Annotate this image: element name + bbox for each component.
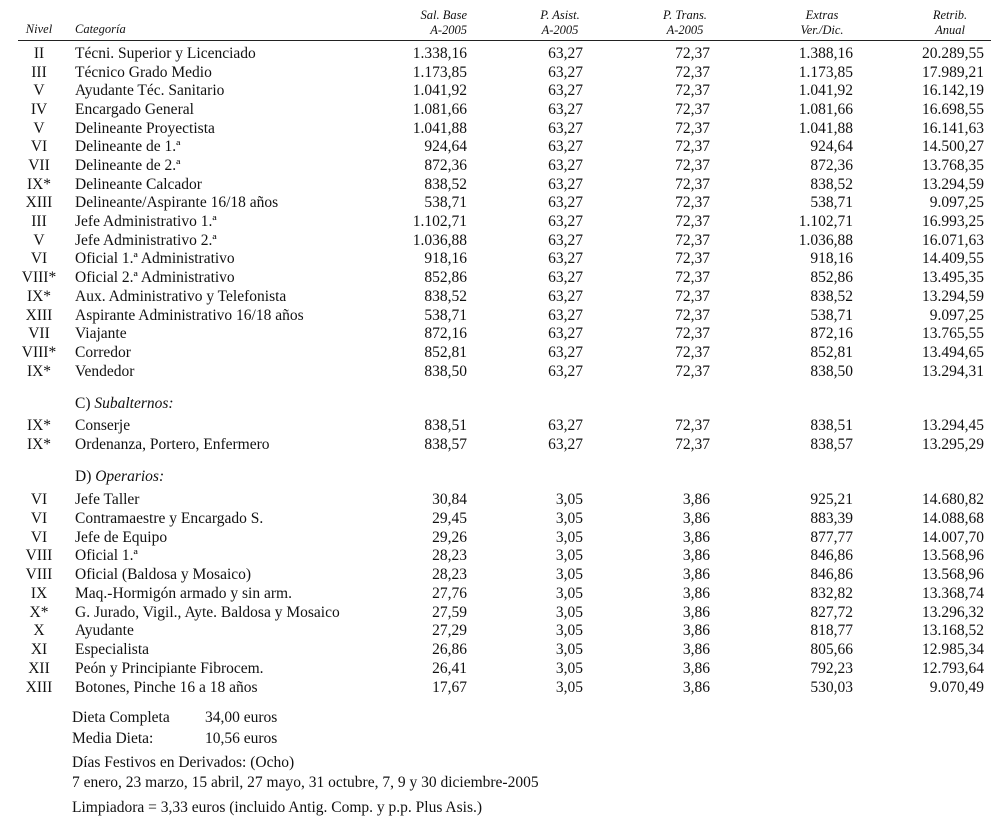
- header-p-trans: P. Trans. A-2005: [663, 8, 707, 37]
- table-row: [0, 157, 1003, 175]
- header-sal-base: Sal. Base A-2005: [420, 8, 467, 37]
- cell-extras: 832,82: [810, 584, 853, 602]
- header-extras: Extras Ver./Dic.: [800, 8, 844, 37]
- cell-categoria: Ayudante: [75, 622, 134, 640]
- cell-categoria: Oficial 2.ª Administrativo: [75, 269, 235, 287]
- table-row: [0, 325, 1003, 343]
- table-row: [0, 307, 1003, 325]
- cell-sal-base: 1.338,16: [412, 45, 467, 62]
- cell-sal-base: 27,59: [432, 603, 467, 621]
- cell-sal-base: 1.081,66: [412, 101, 467, 119]
- cell-p-trans: 72,37: [675, 175, 710, 193]
- cell-sal-base: 27,29: [432, 622, 467, 640]
- cell-nivel: VI: [30, 250, 48, 268]
- cell-nivel: IX*: [26, 417, 52, 434]
- cell-retrib-anual: 9.097,25: [929, 306, 984, 324]
- cell-p-trans: 72,37: [675, 101, 710, 119]
- cell-categoria: Oficial 1.ª Administrativo: [75, 250, 235, 268]
- dieta-completa-label: Dieta Completa: [72, 709, 170, 726]
- table-row: [0, 363, 1003, 381]
- cell-retrib-anual: 13.294,31: [922, 362, 984, 380]
- cell-p-trans: 72,37: [675, 119, 710, 137]
- cell-retrib-anual: 16.698,55: [922, 101, 984, 119]
- header-categoria: Categoría: [75, 22, 126, 36]
- cell-p-trans: 72,37: [675, 250, 710, 268]
- cell-categoria: Aspirante Administrativo 16/18 años: [75, 306, 304, 324]
- cell-sal-base: 29,26: [432, 528, 467, 546]
- cell-p-trans: 3,86: [682, 678, 710, 696]
- cell-sal-base: 1.173,85: [412, 63, 467, 81]
- cell-retrib-anual: 16.993,25: [922, 213, 984, 231]
- cell-extras: 1.041,88: [798, 119, 853, 137]
- cell-p-trans: 3,86: [682, 528, 710, 546]
- table-row: [0, 491, 1003, 509]
- cell-p-asist: 63,27: [548, 325, 583, 343]
- cell-nivel: VII: [28, 325, 50, 343]
- cell-p-asist: 3,05: [555, 603, 583, 621]
- table-row: [0, 288, 1003, 306]
- cell-categoria: Delineante de 1.ª: [75, 138, 181, 156]
- cell-categoria: Encargado General: [75, 101, 194, 119]
- cell-p-trans: 72,37: [675, 63, 710, 81]
- festivos-dates: 7 enero, 23 marzo, 15 abril, 27 mayo, 31 octubre, 7, 9 y 30 diciembre-2005: [72, 774, 539, 791]
- cell-p-asist: 3,05: [555, 622, 583, 640]
- cell-p-asist: 63,27: [548, 194, 583, 212]
- cell-p-asist: 3,05: [555, 491, 583, 508]
- media-dieta-label: Media Dieta:: [72, 730, 154, 747]
- cell-nivel: V: [33, 82, 45, 100]
- cell-p-trans: 72,37: [675, 343, 710, 361]
- cell-sal-base: 1.036,88: [412, 231, 467, 249]
- cell-p-asist: 3,05: [555, 547, 583, 565]
- cell-p-trans: 72,37: [675, 287, 710, 305]
- cell-sal-base: 17,67: [432, 678, 467, 696]
- cell-p-asist: 63,27: [548, 138, 583, 156]
- header-p-asist: P. Asist. A-2005: [540, 8, 580, 37]
- cell-retrib-anual: 9.070,49: [929, 678, 984, 696]
- cell-nivel: IX*: [26, 362, 52, 380]
- cell-retrib-anual: 9.097,25: [929, 194, 984, 212]
- cell-extras: 924,64: [810, 138, 853, 156]
- cell-extras: 805,66: [810, 641, 853, 658]
- cell-p-asist: 3,05: [555, 509, 583, 527]
- cell-nivel: VIII: [25, 566, 53, 583]
- cell-p-trans: 3,86: [682, 547, 710, 565]
- cell-retrib-anual: 14.409,55: [922, 250, 984, 268]
- cell-retrib-anual: 16.142,19: [922, 82, 984, 100]
- cell-categoria: Maq.-Hormigón armado y sin arm.: [75, 584, 292, 602]
- cell-p-asist: 63,27: [548, 231, 583, 249]
- table-row: [0, 250, 1003, 268]
- table-row: [0, 641, 1003, 659]
- table-row: [0, 82, 1003, 100]
- table-header: [0, 6, 1003, 38]
- cell-retrib-anual: 12.985,34: [922, 641, 984, 658]
- cell-categoria: Delineante Calcador: [75, 175, 202, 193]
- cell-retrib-anual: 17.989,21: [922, 63, 984, 81]
- cell-extras: 925,21: [810, 491, 853, 508]
- cell-p-trans: 72,37: [675, 231, 710, 249]
- limpiadora-note: Limpiadora = 3,33 euros (incluido Antig. Comp. y p.p. Plus Asis.): [72, 799, 483, 816]
- cell-nivel: V: [33, 231, 45, 249]
- cell-p-asist: 3,05: [555, 584, 583, 602]
- table-row: [0, 510, 1003, 528]
- cell-categoria: Técni. Superior y Licenciado: [75, 45, 256, 62]
- cell-sal-base: 538,71: [424, 194, 467, 212]
- cell-retrib-anual: 13.568,96: [922, 566, 984, 583]
- cell-p-trans: 72,37: [675, 82, 710, 100]
- cell-p-trans: 3,86: [682, 566, 710, 583]
- table-row: [0, 232, 1003, 250]
- cell-nivel: XI: [30, 641, 48, 658]
- cell-retrib-anual: 13.495,35: [922, 269, 984, 287]
- cell-sal-base: 1.041,88: [412, 119, 467, 137]
- cell-extras: 883,39: [810, 509, 853, 527]
- cell-extras: 846,86: [810, 566, 853, 583]
- cell-retrib-anual: 20.289,55: [922, 45, 984, 62]
- cell-nivel: IX*: [26, 287, 52, 305]
- cell-p-asist: 63,27: [548, 287, 583, 305]
- cell-extras: 538,71: [810, 306, 853, 324]
- cell-sal-base: 27,76: [432, 584, 467, 602]
- cell-extras: 818,77: [810, 622, 853, 640]
- cell-categoria: Oficial (Baldosa y Mosaico): [75, 566, 252, 583]
- cell-extras: 872,36: [810, 157, 853, 175]
- cell-categoria: Jefe Administrativo 2.ª: [75, 231, 217, 249]
- cell-p-asist: 3,05: [555, 566, 583, 583]
- cell-p-asist: 63,27: [548, 101, 583, 119]
- cell-sal-base: 918,16: [424, 250, 467, 268]
- cell-categoria: Técnico Grado Medio: [75, 63, 212, 81]
- cell-p-asist: 63,27: [548, 435, 583, 453]
- table-row: [0, 622, 1003, 640]
- cell-categoria: G. Jurado, Vigil., Ayte. Baldosa y Mosaico: [75, 603, 340, 621]
- cell-sal-base: 26,86: [432, 641, 467, 658]
- cell-retrib-anual: 13.494,65: [922, 343, 984, 361]
- table-row: [0, 585, 1003, 603]
- cell-p-asist: 63,27: [548, 82, 583, 100]
- cell-extras: 852,81: [810, 343, 853, 361]
- cell-p-trans: 72,37: [675, 417, 710, 434]
- cell-sal-base: 872,16: [424, 325, 467, 343]
- cell-categoria: Peón y Principiante Fibrocem.: [75, 659, 264, 677]
- cell-p-asist: 3,05: [555, 678, 583, 696]
- festivos-title: Días Festivos en Derivados: (Ocho): [72, 754, 295, 771]
- cell-sal-base: 26,41: [432, 659, 467, 677]
- cell-extras: 792,23: [810, 659, 853, 677]
- cell-extras: 846,86: [810, 547, 853, 565]
- cell-extras: 838,52: [810, 175, 853, 193]
- table-row: [0, 344, 1003, 362]
- cell-extras: 838,51: [810, 417, 853, 434]
- table-row: [0, 45, 1003, 63]
- cell-extras: 1.036,88: [798, 231, 853, 249]
- header-divider: [18, 40, 991, 41]
- cell-p-trans: 3,86: [682, 603, 710, 621]
- cell-p-trans: 72,37: [675, 138, 710, 156]
- cell-extras: 838,57: [810, 435, 853, 453]
- cell-retrib-anual: 13.294,59: [922, 287, 984, 305]
- cell-categoria: Viajante: [75, 325, 127, 343]
- cell-categoria: Vendedor: [75, 362, 135, 380]
- table-row: [0, 120, 1003, 138]
- cell-sal-base: 838,52: [424, 175, 467, 193]
- cell-p-asist: 63,27: [548, 175, 583, 193]
- table-row: [0, 269, 1003, 287]
- cell-extras: 1.081,66: [798, 101, 853, 119]
- cell-nivel: VIII*: [21, 269, 57, 287]
- cell-extras: 1.173,85: [798, 63, 853, 81]
- cell-p-asist: 63,27: [548, 45, 583, 62]
- cell-p-asist: 63,27: [548, 213, 583, 231]
- table-row: [0, 213, 1003, 231]
- cell-extras: 872,16: [810, 325, 853, 343]
- cell-nivel: IX*: [26, 175, 52, 193]
- cell-sal-base: 29,45: [432, 509, 467, 527]
- cell-categoria: Corredor: [75, 343, 131, 361]
- cell-p-trans: 72,37: [675, 213, 710, 231]
- cell-extras: 538,71: [810, 194, 853, 212]
- cell-retrib-anual: 13.294,59: [922, 175, 984, 193]
- cell-sal-base: 872,36: [424, 157, 467, 175]
- cell-p-asist: 63,27: [548, 306, 583, 324]
- cell-retrib-anual: 13.294,45: [922, 417, 984, 434]
- cell-p-asist: 3,05: [555, 659, 583, 677]
- dieta-completa-value: 34,00 euros: [205, 709, 278, 726]
- cell-extras: 530,03: [810, 678, 853, 696]
- cell-p-trans: 72,37: [675, 157, 710, 175]
- table-row: [0, 417, 1003, 435]
- table-row: [0, 660, 1003, 678]
- cell-sal-base: 30,84: [432, 491, 467, 508]
- cell-p-asist: 63,27: [548, 269, 583, 287]
- cell-sal-base: 28,23: [432, 566, 467, 583]
- table-row: [0, 679, 1003, 697]
- cell-p-asist: 63,27: [548, 362, 583, 380]
- cell-categoria: Conserje: [75, 417, 131, 434]
- cell-sal-base: 28,23: [432, 547, 467, 565]
- cell-sal-base: 1.102,71: [412, 213, 467, 231]
- cell-sal-base: 538,71: [424, 306, 467, 324]
- cell-p-trans: 72,37: [675, 325, 710, 343]
- cell-sal-base: 852,81: [424, 343, 467, 361]
- cell-nivel: V: [33, 119, 45, 137]
- cell-nivel: XIII: [25, 194, 53, 212]
- cell-categoria: Ayudante Téc. Sanitario: [75, 82, 225, 100]
- media-dieta-value: 10,56 euros: [205, 730, 278, 747]
- cell-retrib-anual: 12.793,64: [922, 659, 984, 677]
- cell-extras: 827,72: [810, 603, 853, 621]
- cell-p-trans: 72,37: [675, 45, 710, 62]
- cell-nivel: VI: [30, 138, 48, 156]
- cell-p-trans: 3,86: [682, 584, 710, 602]
- cell-nivel: IX*: [26, 435, 52, 453]
- cell-extras: 1.102,71: [798, 213, 853, 231]
- header-nivel: Nivel: [25, 22, 53, 36]
- cell-sal-base: 852,86: [424, 269, 467, 287]
- table-row: [0, 436, 1003, 454]
- cell-sal-base: 1.041,92: [412, 82, 467, 100]
- cell-categoria: Botones, Pinche 16 a 18 años: [75, 678, 258, 696]
- cell-retrib-anual: 16.071,63: [922, 231, 984, 249]
- cell-categoria: Jefe Taller: [75, 491, 140, 508]
- cell-p-asist: 63,27: [548, 157, 583, 175]
- cell-p-asist: 63,27: [548, 417, 583, 434]
- cell-retrib-anual: 13.296,32: [922, 603, 984, 621]
- cell-p-trans: 3,86: [682, 509, 710, 527]
- cell-nivel: VI: [30, 509, 48, 527]
- cell-p-asist: 63,27: [548, 343, 583, 361]
- cell-p-asist: 3,05: [555, 641, 583, 658]
- table-row: [0, 529, 1003, 547]
- cell-retrib-anual: 14.680,82: [922, 491, 984, 508]
- section-d-heading: D) Operarios:: [75, 468, 165, 485]
- cell-nivel: II: [33, 45, 45, 62]
- cell-nivel: VI: [30, 528, 48, 546]
- cell-p-trans: 72,37: [675, 306, 710, 324]
- cell-categoria: Jefe Administrativo 1.ª: [75, 213, 217, 231]
- table-row: [0, 64, 1003, 82]
- cell-p-trans: 72,37: [675, 194, 710, 212]
- table-row: [0, 101, 1003, 119]
- cell-sal-base: 838,51: [424, 417, 467, 434]
- cell-nivel: X*: [29, 603, 49, 621]
- cell-categoria: Ordenanza, Portero, Enfermero: [75, 435, 270, 453]
- cell-nivel: XIII: [25, 678, 53, 696]
- cell-extras: 838,52: [810, 287, 853, 305]
- cell-extras: 918,16: [810, 250, 853, 268]
- table-row: [0, 176, 1003, 194]
- cell-sal-base: 924,64: [424, 138, 467, 156]
- cell-p-trans: 3,86: [682, 491, 710, 508]
- cell-p-asist: 63,27: [548, 63, 583, 81]
- cell-retrib-anual: 13.168,52: [922, 622, 984, 640]
- cell-extras: 852,86: [810, 269, 853, 287]
- cell-categoria: Delineante/Aspirante 16/18 años: [75, 194, 279, 212]
- cell-p-asist: 63,27: [548, 119, 583, 137]
- cell-retrib-anual: 14.007,70: [922, 528, 984, 546]
- cell-p-trans: 3,86: [682, 641, 710, 658]
- table-row: [0, 566, 1003, 584]
- cell-retrib-anual: 13.568,96: [922, 547, 984, 565]
- table-row: [0, 547, 1003, 565]
- cell-categoria: Jefe de Equipo: [75, 528, 168, 546]
- table-row: [0, 138, 1003, 156]
- cell-categoria: Delineante Proyectista: [75, 119, 215, 137]
- cell-retrib-anual: 16.141,63: [922, 119, 984, 137]
- cell-retrib-anual: 13.768,35: [922, 157, 984, 175]
- cell-retrib-anual: 13.368,74: [922, 584, 984, 602]
- cell-p-asist: 3,05: [555, 528, 583, 546]
- cell-extras: 1.388,16: [798, 45, 853, 62]
- cell-categoria: Aux. Administrativo y Telefonista: [75, 287, 287, 305]
- cell-retrib-anual: 14.088,68: [922, 509, 984, 527]
- cell-extras: 838,50: [810, 362, 853, 380]
- cell-p-trans: 3,86: [682, 622, 710, 640]
- cell-sal-base: 838,57: [424, 435, 467, 453]
- cell-p-asist: 63,27: [548, 250, 583, 268]
- cell-nivel: X: [33, 622, 45, 640]
- cell-p-trans: 72,37: [675, 435, 710, 453]
- table-row: [0, 194, 1003, 212]
- cell-nivel: VII: [28, 157, 50, 175]
- cell-categoria: Oficial 1.ª: [75, 547, 138, 565]
- cell-nivel: XIII: [25, 306, 53, 324]
- cell-retrib-anual: 14.500,27: [922, 138, 984, 156]
- section-c-heading: C) Subalternos:: [75, 395, 174, 412]
- cell-nivel: VIII*: [21, 343, 57, 361]
- cell-nivel: VIII: [25, 547, 53, 565]
- cell-categoria: Delineante de 2.ª: [75, 157, 181, 175]
- cell-categoria: Especialista: [75, 641, 150, 658]
- cell-retrib-anual: 13.295,29: [922, 435, 984, 453]
- cell-nivel: III: [31, 63, 47, 81]
- cell-sal-base: 838,50: [424, 362, 467, 380]
- cell-nivel: VI: [30, 491, 48, 508]
- cell-p-trans: 72,37: [675, 269, 710, 287]
- cell-sal-base: 838,52: [424, 287, 467, 305]
- cell-p-trans: 3,86: [682, 659, 710, 677]
- cell-extras: 1.041,92: [798, 82, 853, 100]
- table-row: [0, 604, 1003, 622]
- header-retrib-anual: Retrib. Anual: [932, 8, 968, 37]
- cell-retrib-anual: 13.765,55: [922, 325, 984, 343]
- cell-extras: 877,77: [810, 528, 853, 546]
- cell-nivel: XII: [28, 659, 50, 677]
- cell-nivel: IX: [30, 584, 48, 602]
- cell-nivel: III: [31, 213, 47, 231]
- cell-categoria: Contramaestre y Encargado S.: [75, 509, 264, 527]
- cell-nivel: IV: [30, 101, 48, 119]
- cell-p-trans: 72,37: [675, 362, 710, 380]
